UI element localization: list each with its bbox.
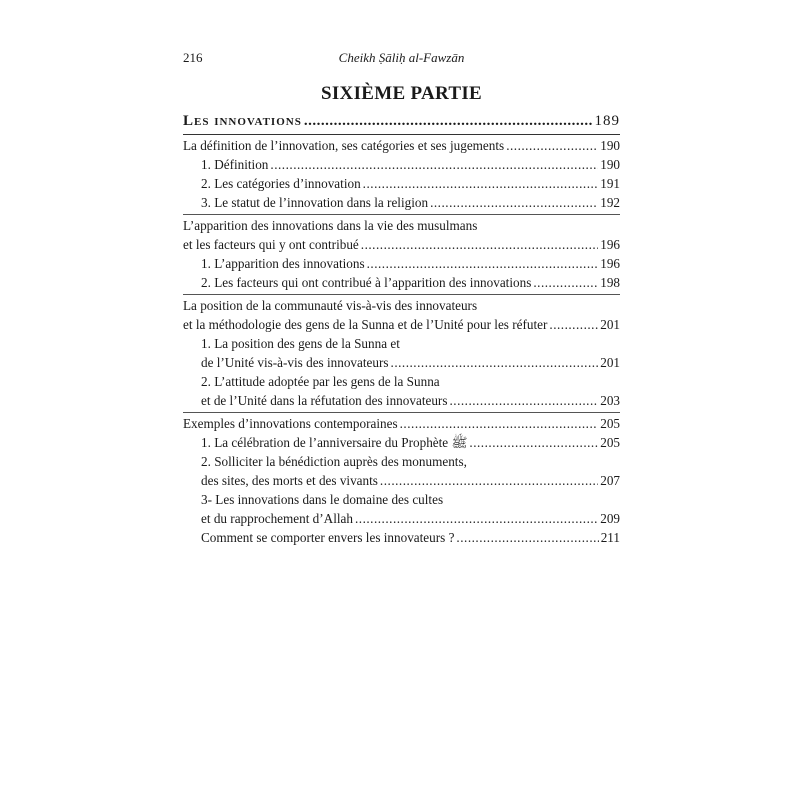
toc-entry-label: 2. Les facteurs qui ont contribué à l’apparition des innovations: [201, 275, 532, 290]
toc-entry-label: 2. Les catégories d’innovation: [201, 176, 361, 191]
toc-entry-page: 192: [600, 195, 620, 210]
part-title: SIXIÈME PARTIE: [320, 83, 482, 104]
toc-heading-line: [183, 216, 620, 235]
toc-entry-line: [183, 490, 620, 509]
dot-leader: [355, 509, 598, 528]
toc-entry-page: 196: [600, 237, 620, 252]
toc-entry-page: 198: [600, 275, 620, 290]
dot-leader: [304, 110, 593, 132]
dot-leader: [506, 136, 598, 155]
toc-entry-label: et du rapprochement d’Allah: [201, 511, 353, 526]
dot-leader: [449, 391, 598, 410]
toc-entry: [183, 193, 620, 212]
toc-heading-line: [183, 296, 620, 315]
dot-leader: [469, 433, 598, 452]
dot-leader: [400, 414, 599, 433]
toc-entry-label: La position de la communauté vis-à-vis des innovateurs: [183, 298, 478, 313]
toc-entry: [183, 433, 620, 452]
toc-entry-page: 191: [600, 176, 620, 191]
toc-entry-page: 205: [600, 435, 620, 450]
toc-entry-label: 1. Définition: [201, 157, 269, 172]
running-title: Cheikh Ṣāliḥ al-Fawzān: [338, 50, 465, 65]
toc-heading: [183, 315, 620, 334]
toc-entry-label: et de l’Unité dans la réfutation des innovateurs: [201, 393, 448, 408]
toc-entry-label: 1. L’apparition des innovations: [201, 256, 365, 271]
toc-section-4: [183, 413, 620, 549]
toc-entry-page: 207: [600, 473, 620, 488]
toc-entry-page: 189: [594, 113, 620, 129]
dot-leader: [430, 193, 598, 212]
toc-entry: [183, 273, 620, 292]
toc-heading: [183, 414, 620, 433]
running-head: [183, 50, 620, 72]
toc-heading: [183, 136, 620, 155]
toc-entry: [183, 528, 620, 547]
toc-entry: [183, 174, 620, 193]
toc-entry-label: 3. Le statut de l’innovation dans la religion: [201, 195, 429, 210]
toc-entry-page: 190: [600, 138, 620, 153]
toc-entry-line: [183, 452, 620, 471]
page-number: 216: [183, 50, 203, 65]
toc-entry-page: 201: [600, 355, 620, 370]
toc-entry-label: 1. La position des gens de la Sunna et: [201, 336, 400, 351]
dot-leader: [361, 235, 598, 254]
toc-section-1: [183, 135, 620, 215]
toc-entry-line: [183, 334, 620, 353]
toc-section-2: [183, 215, 620, 295]
toc-entry-page: 201: [600, 317, 620, 332]
toc-entry-label: de l’Unité vis-à-vis des innovateurs: [201, 355, 389, 370]
toc-main-section: [183, 110, 620, 135]
toc-entry: [183, 391, 620, 410]
toc-entry: [183, 471, 620, 490]
dot-leader: [549, 315, 598, 334]
toc-entry: [183, 155, 620, 174]
toc-entry-label: et les facteurs qui y ont contribué: [183, 237, 359, 252]
toc-entry-label: Les innovations: [183, 113, 302, 129]
dot-leader: [363, 174, 599, 193]
toc-entry-page: 205: [600, 416, 620, 431]
dot-leader: [270, 155, 598, 174]
toc-entry-main: [183, 110, 620, 132]
toc-entry: [183, 509, 620, 528]
toc-entry: [183, 254, 620, 273]
toc-entry-page: 196: [600, 256, 620, 271]
toc-entry-line: [183, 372, 620, 391]
toc-entry-label: 3- Les innovations dans le domaine des cultes: [201, 492, 444, 507]
toc-entry-label: 2. L’attitude adoptée par les gens de la Sunna: [201, 374, 440, 389]
dot-leader: [391, 353, 599, 372]
dot-leader: [367, 254, 599, 273]
book-page: [183, 50, 620, 549]
dot-leader: [533, 273, 598, 292]
toc-heading: [183, 235, 620, 254]
toc-entry-label: 1. La célébration de l’anniversaire du Prophète ﷺ: [201, 435, 468, 450]
toc-entry-label: 2. Solliciter la bénédiction auprès des monuments,: [201, 454, 467, 469]
toc-entry-label: La définition de l’innovation, ses catégories et ses jugements: [183, 138, 505, 153]
toc-entry-label: et la méthodologie des gens de la Sunna et de l’Unité pour les réfuter: [183, 317, 548, 332]
dot-leader: [380, 471, 598, 490]
toc-entry-label: L’apparition des innovations dans la vie des musulmans: [183, 218, 478, 233]
toc-entry-label: Comment se comporter envers les innovateurs ?: [201, 530, 455, 545]
toc-section-3: [183, 295, 620, 413]
toc-entry-label: des sites, des morts et des vivants: [201, 473, 378, 488]
toc-entry-label: Exemples d’innovations contemporaines: [183, 416, 398, 431]
toc-entry-page: 190: [600, 157, 620, 172]
toc-entry: [183, 353, 620, 372]
dot-leader: [456, 528, 598, 547]
toc-entry-page: 203: [600, 393, 620, 408]
toc-entry-page: 209: [600, 511, 620, 526]
toc-entry-page: 211: [600, 530, 620, 545]
